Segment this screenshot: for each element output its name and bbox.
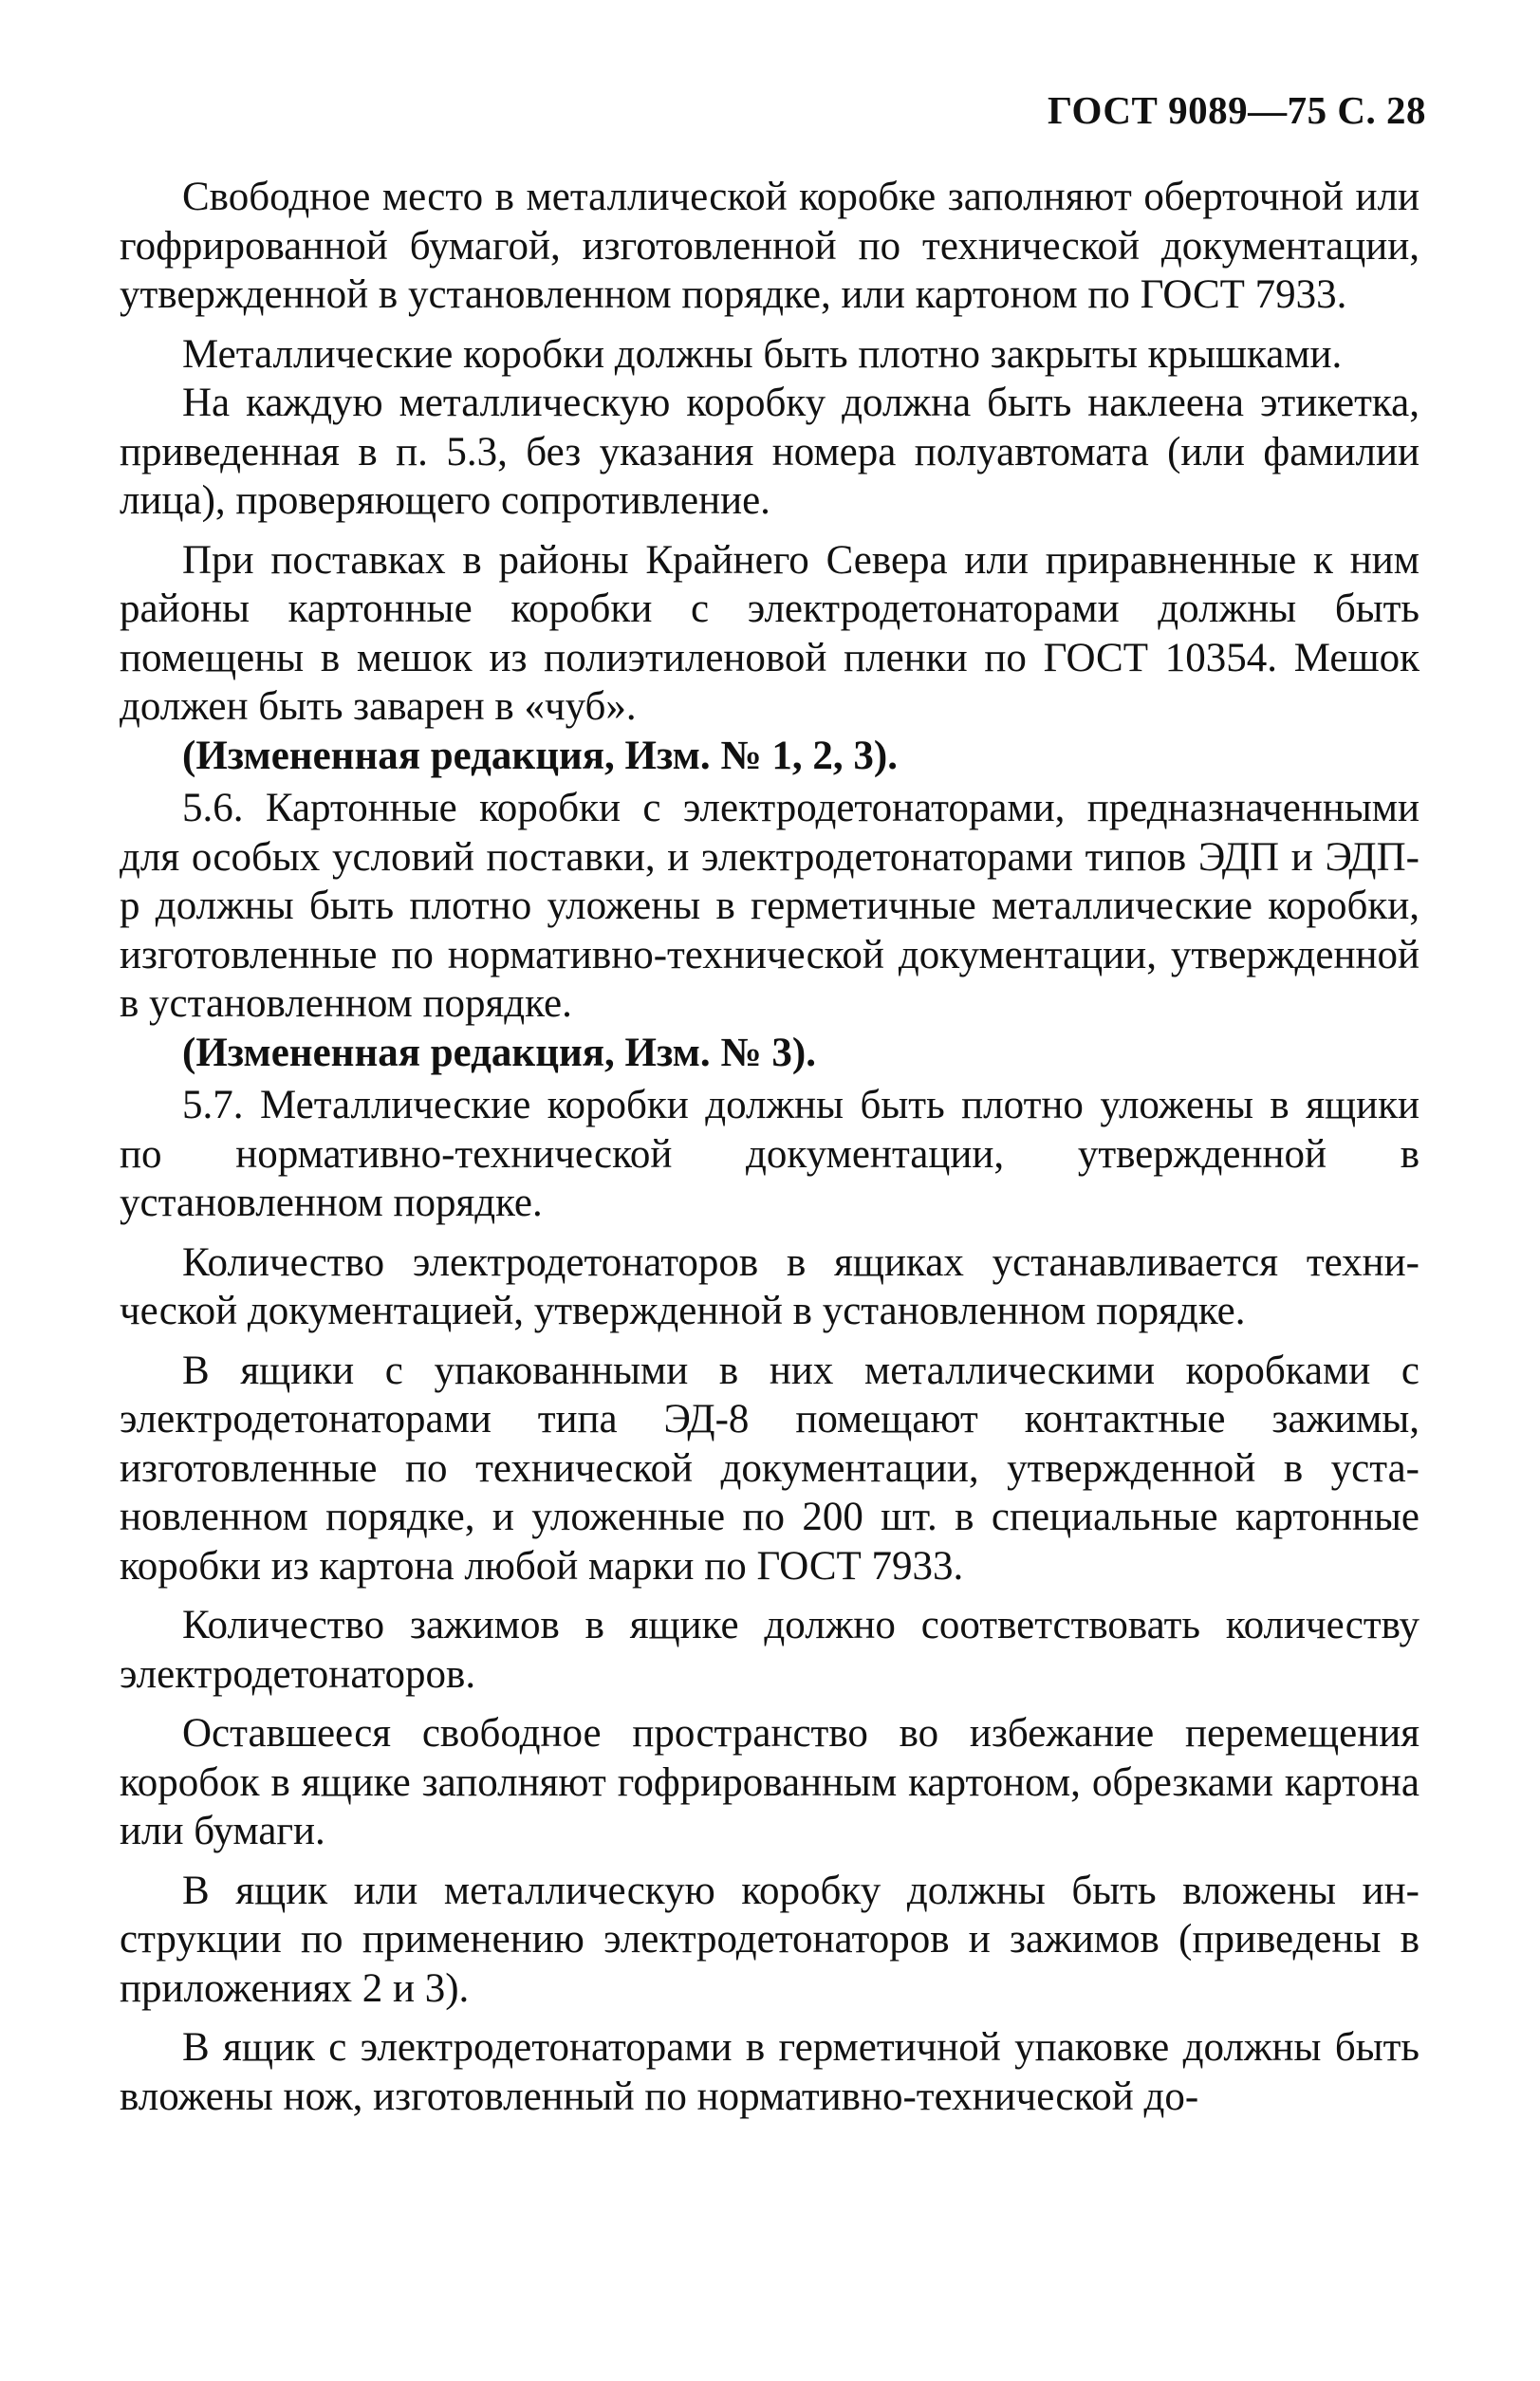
paragraph: При поставках в районы Крайнего Севера или приравненные к ним районы картонные коробки с электродетонаторами должны быть помещены в мешок из полиэтиленовой пленки по ГОСТ 10354. Мешок должен быть заварен в «чуб». — [120, 537, 1419, 729]
paragraph: Количество зажимов в ящике должно соответствовать количеству электродетонаторов. — [120, 1603, 1419, 1697]
page-number: С. 28 — [1337, 88, 1426, 132]
paragraph: В ящик или металлическую коробку должны быть вложены инструкции по применению электродетонаторов и зажимов (приведены в приложениях 2 и 3). — [120, 1868, 1419, 2011]
paragraph: В ящики с упакованными в них металлическими коробками с электродетонаторами типа ЭД-8 помещают контактные зажимы, изготовленные по технической документации, утвержденной в установленном порядке, и уложенные по 200 шт. в специальные картонные коробки из картона любой марки по ГОСТ 7933. — [120, 1348, 1419, 1589]
paragraph: Свободное место в металлической коробке заполняют оберточной или гофрированной бумагой, изготовленной по технической документации, утвержденной в установленном порядке, или картоном по ГОСТ 7933. — [120, 175, 1419, 317]
amendment-note: (Измененная редакция, Изм. № 1, 2, 3). — [182, 733, 898, 778]
paragraph: В ящик с электродетонаторами в герметичной упаковке должны быть вложены нож, изготовленный по нормативно-технической до- — [120, 2025, 1419, 2119]
paragraph: Металлические коробки должны быть плотно закрыты крышками. — [182, 331, 1343, 377]
paragraph: На каждую металлическую коробку должна быть наклеена этикетка, приведенная в п. 5.3, без указания номера полуавтомата (или фамилии лица), проверяющего сопротивление. — [120, 381, 1419, 523]
amendment-note: (Измененная редакция, Изм. № 3). — [182, 1030, 816, 1075]
clause-5-6: 5.6. Картонные коробки с электродетонаторами, предназначенными для особых условий поставки, и электродетонаторами типов ЭДП и ЭДП-р должны быть плотно уложены в герметичные металлические коробки, изготовленные по нормативно-технической документации, утвержденной в установленном порядке. — [120, 786, 1419, 1026]
paragraph: Оставшееся свободное пространство во избежание перемещения коробок в ящике заполняют гофрированным картоном, обрезками картона или бумаги. — [120, 1711, 1419, 1853]
standard-number: ГОСТ 9089—75 — [1047, 88, 1327, 132]
clause-5-7: 5.7. Металлические коробки должны быть плотно уложены в ящики по нормативно-технической документации, утвержденной в установленном порядке. — [120, 1083, 1419, 1225]
paragraph: Количество электродетонаторов в ящиках устанавливается технической документацией, утвержденной в установленном порядке. — [120, 1239, 1419, 1333]
page-header — [1048, 87, 1426, 133]
body-text — [120, 173, 1419, 2121]
